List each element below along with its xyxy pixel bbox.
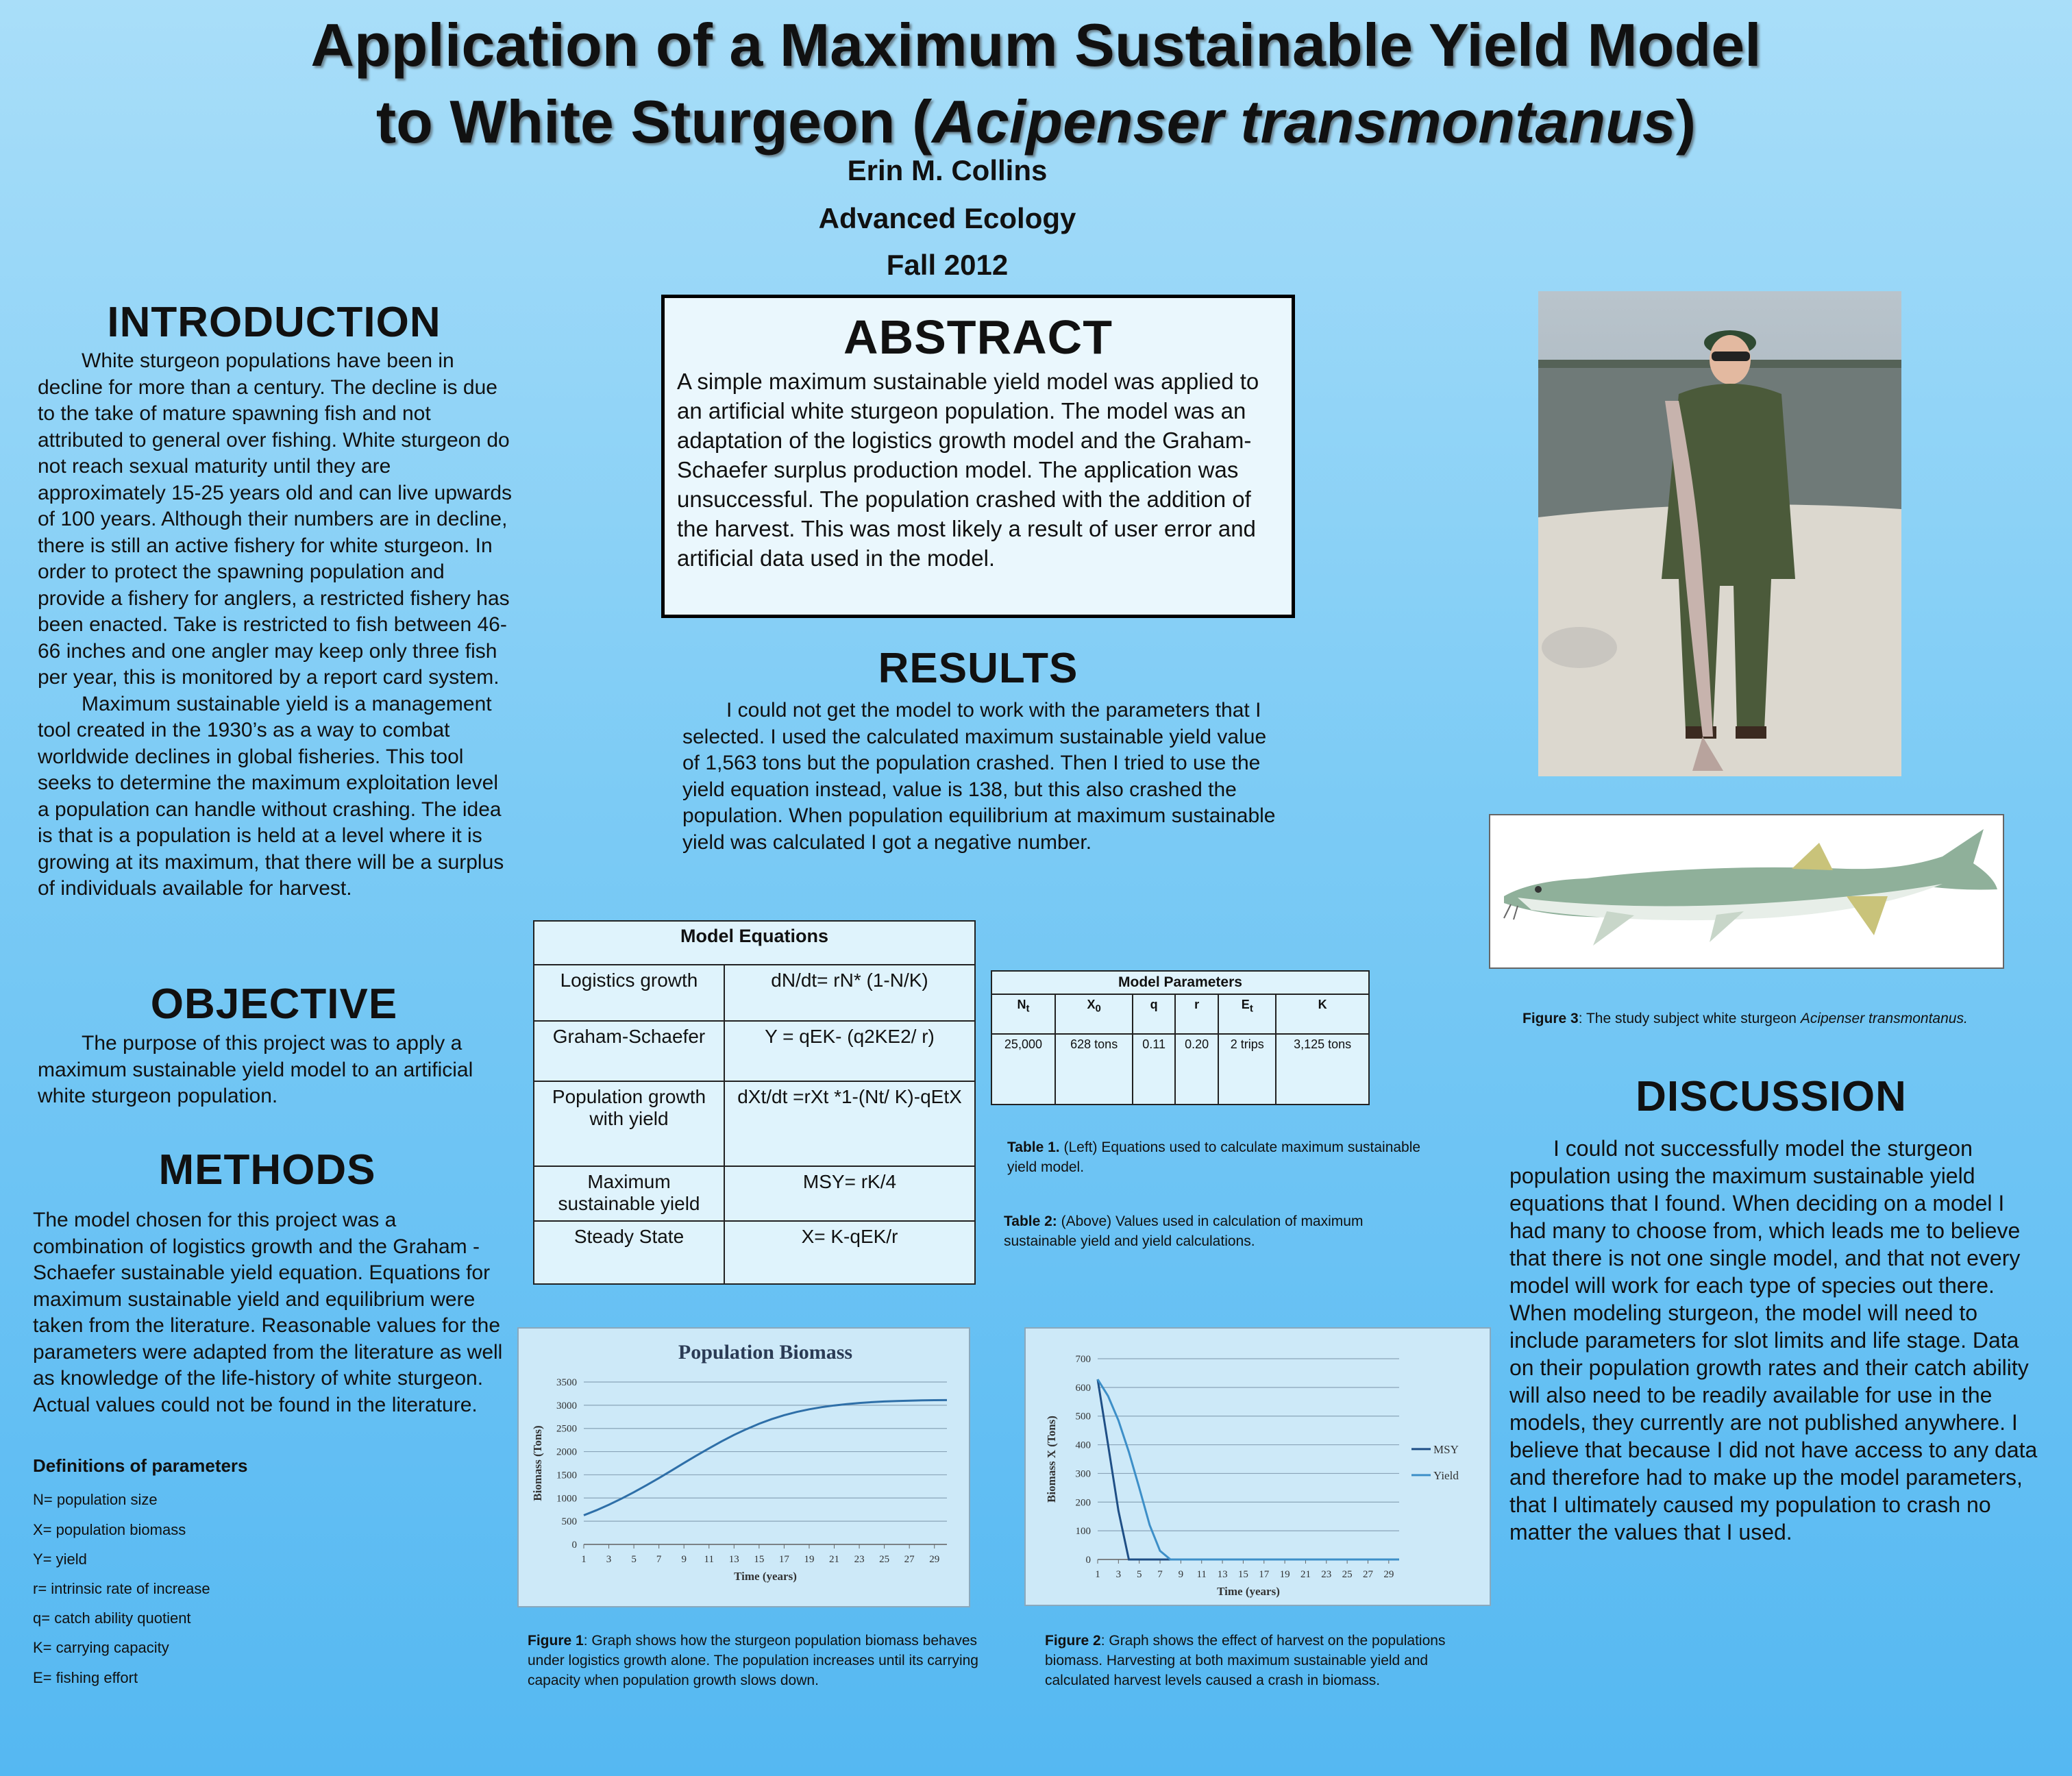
x-tick-label: 27	[1362, 1569, 1373, 1580]
definition-item: Y= yield	[33, 1551, 87, 1568]
x-tick-label: 27	[904, 1554, 915, 1565]
equation-name: Graham-Schaefer	[534, 1021, 724, 1081]
chart-title: Population Biomass	[678, 1341, 853, 1364]
legend-label: MSY	[1433, 1442, 1459, 1456]
param-header: r	[1175, 994, 1218, 1034]
definition-item: X= population biomass	[33, 1521, 186, 1538]
param-value: 3,125 tons	[1276, 1034, 1369, 1105]
author: Erin M. Collins	[847, 154, 1048, 186]
abstract-text: A simple maximum sustainable yield model was applied to an artificial white sturgeon population. The model was an adaptation of the logistics growth model and the Graham-Schaefer surplus production model. The application was unsuccessful. The population crashed with the addition of the harvest. This was most likely a result of user error and artificial data used in the model.	[677, 369, 1259, 571]
x-tick-label: 5	[1136, 1569, 1142, 1580]
y-tick-label: 700	[1075, 1354, 1091, 1365]
y-tick-label: 3000	[556, 1400, 577, 1411]
definition-item: r= intrinsic rate of increase	[33, 1580, 210, 1597]
discussion-text: I could not successfully model the sturgeon population using the maximum sustainable yield equations that I found. When deciding on a model I had many to choose from, which leads me to believe that there is not one single model, and that not every model will work for each type of species out there. When modeling sturgeon, the model will need to include parameters for slot limits and life stage. Data on their population growth rates and their catch ability will also need to be readily available for use in the models, they currently are not published anywhere. I believe that because I did not have access to any data and therefore had to make up the model parameters, that I ultimately caused my population to crash no matter the values that I used.	[1509, 1136, 2038, 1544]
x-tick-label: 9	[681, 1554, 687, 1565]
poster-title	[0, 7, 2072, 160]
x-tick-label: 15	[1237, 1569, 1248, 1580]
x-tick-label: 17	[778, 1554, 789, 1565]
x-tick-label: 25	[1342, 1569, 1353, 1580]
title-line-1: Application of a Maximum Sustainable Yield Model	[310, 11, 1762, 79]
x-tick-label: 21	[829, 1554, 840, 1565]
definition-item: E= fishing effort	[33, 1669, 138, 1686]
y-tick-label: 600	[1075, 1382, 1091, 1394]
x-tick-label: 9	[1178, 1569, 1184, 1580]
objective-heading: OBJECTIVE	[150, 981, 398, 1028]
x-axis-label: Time (years)	[734, 1570, 797, 1583]
x-tick-label: 11	[704, 1554, 714, 1565]
param-value: 0.20	[1175, 1034, 1218, 1105]
equation-formula: MSY= rK/4	[724, 1166, 975, 1221]
y-tick-label: 400	[1075, 1440, 1091, 1451]
results-heading: RESULTS	[878, 645, 1078, 692]
table-2-caption: Table 2: (Above) Values used in calculation of maximum sustainable yield and yield calculations.	[1004, 1213, 1364, 1249]
figure-1-caption: Figure 1: Graph shows how the sturgeon population biomass behaves under logistics growth alone. The population increases until its carrying capacity when population growth slows down.	[528, 1633, 978, 1688]
x-tick-label: 29	[1383, 1569, 1394, 1580]
introduction-heading: INTRODUCTION	[107, 299, 441, 346]
introduction-text	[38, 348, 514, 902]
sturgeon-illustration	[1489, 814, 2004, 969]
equations-table	[533, 920, 976, 1285]
x-tick-label: 19	[804, 1554, 815, 1565]
y-tick-label: 2500	[556, 1423, 577, 1435]
param-value: 2 trips	[1218, 1034, 1276, 1105]
equation-formula: dXt/dt =rXt *1-(Nt/ K)-qEtX	[724, 1081, 975, 1166]
y-tick-label: 300	[1075, 1468, 1091, 1480]
discussion-heading: DISCUSSION	[1636, 1073, 1907, 1120]
y-axis-label: Biomass X (Tons)	[1045, 1416, 1058, 1503]
figure-2-chart	[1024, 1327, 1491, 1606]
results-text: I could not get the model to work with the parameters that I selected. I used the calculated maximum sustainable yield value of 1,563 tons but the population crashed. Then I tried to use the yield equation instead, value is 138, but this also crashed the population. When population equilibrium at maximum sustainable yield was calculated I got a negative number.	[682, 699, 1276, 854]
x-tick-label: 29	[929, 1554, 940, 1565]
equation-name: Population growth with yield	[534, 1081, 724, 1166]
title-line-2	[0, 84, 2072, 160]
x-tick-label: 15	[754, 1554, 765, 1565]
abstract-heading: ABSTRACT	[843, 310, 1113, 364]
equation-name: Maximum sustainable yield	[534, 1166, 724, 1221]
figure-3-caption: Figure 3: The study subject white sturgeon Acipenser transmontanus.	[1522, 1011, 1968, 1026]
x-tick-label: 3	[606, 1554, 612, 1565]
param-value: 0.11	[1133, 1034, 1174, 1105]
y-tick-label: 500	[1075, 1411, 1091, 1422]
param-header: q	[1133, 994, 1174, 1034]
x-tick-label: 1	[581, 1554, 587, 1565]
methods-heading: METHODS	[158, 1146, 376, 1194]
introduction-paragraph-1: White sturgeon populations have been in decline for more than a century. The decline is due to the take of mature spawning fish and not attributed to general over fishing. White sturgeon do not reach sexual maturity until they are approximately 15-25 years old and can live upwards of 100 years. Although their numbers are in decline, there is still an active fishery for white sturgeon. In order to protect the spawning population and provide a fishery for anglers, a restricted fishery has been enacted. Take is restricted to fish between 46-66 inches and one angler may keep only three fish per year, this is monitored by a report card system.	[38, 349, 513, 689]
table-1-caption: Table 1. (Left) Equations used to calculate maximum sustainable yield model.	[1007, 1139, 1421, 1175]
harvest-biomass-chart	[1026, 1329, 1490, 1605]
y-tick-label: 100	[1075, 1526, 1091, 1538]
x-tick-label: 7	[1157, 1569, 1163, 1580]
figure-2-caption: Figure 2: Graph shows the effect of harvest on the populations biomass. Harvesting at both maximum sustainable yield and calculated harvest levels caused a crash in biomass.	[1045, 1633, 1446, 1688]
x-tick-label: 23	[1321, 1569, 1332, 1580]
y-tick-label: 500	[561, 1516, 577, 1528]
x-tick-label: 13	[1217, 1569, 1228, 1580]
equation-formula: X= K-qEK/r	[724, 1221, 975, 1284]
equations-table-title: Model Equations	[534, 921, 975, 965]
introduction-paragraph-2: Maximum sustainable yield is a management tool created in the 1930’s as a way to combat worldwide declines in global fisheries. This tool seeks to determine the maximum exploitation level a population can handle without crashing. The idea is that is a population is held at a level where it is growing at its maximum, that there will be a surplus of individuals available for harvest.	[38, 692, 504, 900]
x-tick-label: 3	[1115, 1569, 1122, 1580]
x-tick-label: 17	[1259, 1569, 1270, 1580]
equation-formula: Y = qEK- (q2KE2/ r)	[724, 1021, 975, 1081]
objective-text: The purpose of this project was to apply a maximum sustainable yield model to an artificial white sturgeon population.	[38, 1032, 473, 1107]
y-tick-label: 0	[571, 1540, 577, 1551]
param-header: K	[1276, 994, 1369, 1034]
y-tick-label: 200	[1075, 1497, 1091, 1509]
x-tick-label: 7	[656, 1554, 662, 1565]
x-axis-label: Time (years)	[1217, 1585, 1280, 1598]
title-prefix: to White Sturgeon (	[375, 88, 933, 156]
parameters-table-title: Model Parameters	[991, 971, 1369, 994]
param-value: 25,000	[991, 1034, 1055, 1105]
course: Advanced Ecology	[818, 202, 1076, 234]
population-biomass-chart	[519, 1329, 969, 1606]
definitions-heading: Definitions of parameters	[33, 1455, 248, 1476]
x-tick-label: 1	[1095, 1569, 1100, 1580]
methods-text: The model chosen for this project was a combination of logistics growth and the Graham -Schaefer sustainable yield equation. Equations for maximum sustainable yield and equilibrium were taken from the literature. Reasonable values for the parameters were adapted from the literature as well as knowledge of the life-history of white sturgeon. Actual values could not be found in the literature.	[33, 1209, 503, 1416]
x-tick-label: 25	[879, 1554, 890, 1565]
definition-item: N= population size	[33, 1491, 158, 1508]
series-line-yield	[1098, 1379, 1399, 1559]
term: Fall 2012	[886, 249, 1009, 281]
definition-item: K= carrying capacity	[33, 1639, 169, 1656]
param-header: $N_t$	[991, 994, 1055, 1034]
researcher-photo	[1538, 291, 1901, 776]
y-axis-label: Biomass (Tons)	[531, 1425, 544, 1501]
x-tick-label: 23	[854, 1554, 865, 1565]
x-tick-label: 11	[1196, 1569, 1207, 1580]
legend-label: Yield	[1433, 1468, 1459, 1482]
x-tick-label: 13	[728, 1554, 739, 1565]
equation-name: Steady State	[534, 1221, 724, 1284]
x-tick-label: 5	[631, 1554, 637, 1565]
equation-formula: dN/dt= rN* (1-N/K)	[724, 965, 975, 1021]
definition-item: q= catch ability quotient	[33, 1610, 191, 1627]
x-tick-label: 19	[1279, 1569, 1290, 1580]
y-tick-label: 0	[1085, 1555, 1091, 1566]
y-tick-label: 3500	[556, 1377, 577, 1388]
param-header: $X_0$	[1055, 994, 1133, 1034]
param-header: $E_t$	[1218, 994, 1276, 1034]
title-suffix: )	[1675, 88, 1697, 156]
title-species: Acipenser transmontanus	[932, 88, 1676, 156]
equation-name: Logistics growth	[534, 965, 724, 1021]
y-tick-label: 1000	[556, 1493, 577, 1505]
series-line-msy	[1098, 1379, 1399, 1559]
param-value: 628 tons	[1055, 1034, 1133, 1105]
y-tick-label: 1500	[556, 1470, 577, 1481]
x-tick-label: 21	[1300, 1569, 1311, 1580]
figure-1-chart	[517, 1327, 970, 1607]
parameters-table	[991, 970, 1370, 1105]
y-tick-label: 2000	[556, 1446, 577, 1458]
